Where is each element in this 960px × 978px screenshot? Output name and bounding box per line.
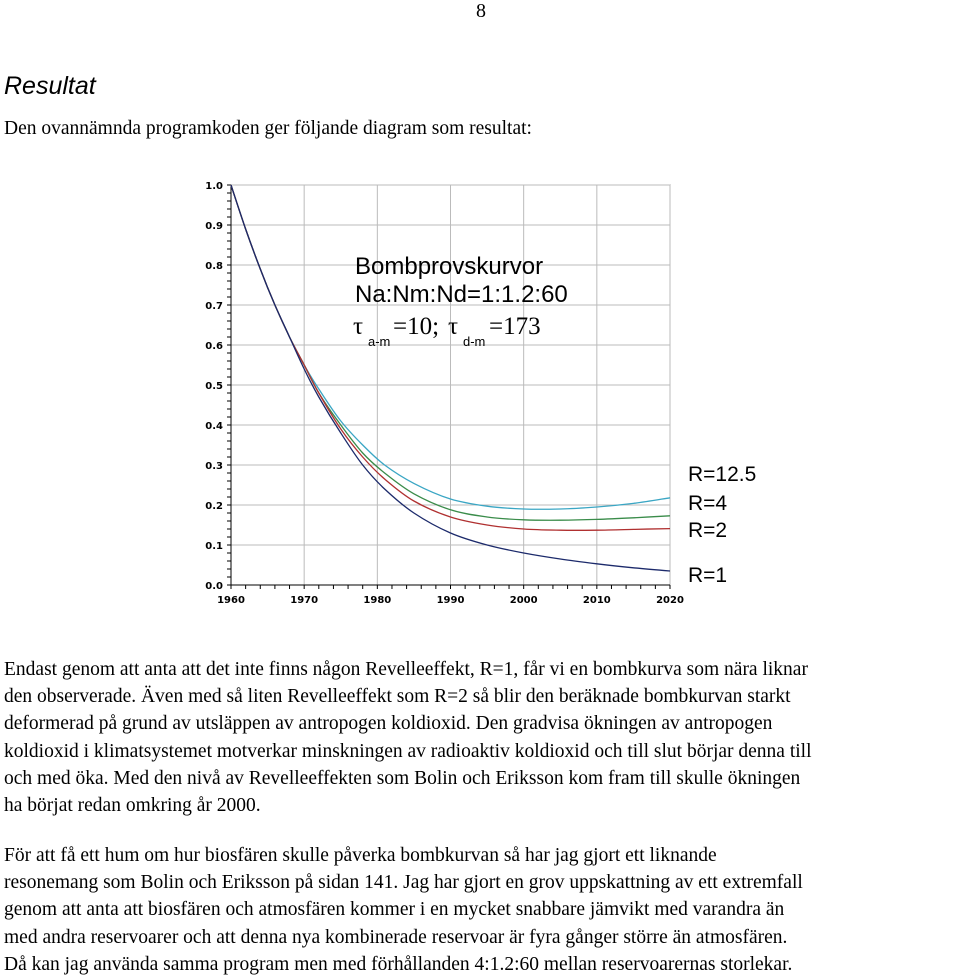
paragraph-1 (4, 656, 812, 819)
y-tick-label: 0.8 (205, 261, 223, 272)
y-tick-label: 0.6 (205, 341, 223, 352)
y-tick-label: 1.0 (205, 181, 223, 192)
text-line: ha börjat redan omkring år 2000. (4, 794, 261, 816)
x-tick-label: 2010 (582, 595, 611, 606)
y-tick-label: 0.9 (205, 221, 223, 232)
x-tick-label: 1970 (290, 595, 319, 606)
x-tick-label: 1990 (436, 595, 465, 606)
y-tick-label: 0.1 (205, 541, 223, 552)
text-line: och med öka. Med den nivå av Revelleeffekten som Bolin och Eriksson kom fram till skulle ökningen (4, 767, 801, 789)
tau-subscript-1: a-m (368, 334, 391, 349)
series-label: R=12.5 (688, 463, 757, 486)
text-line: med andra reservoarer och att denna nya kombinerade reservoar är fyra gånger större än atmosfären. (4, 926, 788, 948)
x-tick-label: 1960 (217, 595, 245, 606)
y-tick-label: 0.0 (205, 581, 223, 592)
section-title: Resultat (4, 72, 96, 100)
text-line: deformerad på grund av utsläppen av antropogen koldioxid. Den gradvisa ökningen av antropogen (4, 713, 773, 735)
tau-symbol-1: τ (353, 313, 364, 340)
chart-legend (353, 253, 568, 349)
paragraph-2 (4, 842, 803, 978)
tau-value-1: =10; (393, 313, 440, 340)
series-label: R=4 (688, 492, 728, 515)
text-line: den observerade. Även med så liten Revelleeffekt som R=2 så blir den beräknade bombkurvan starkt (4, 686, 791, 708)
x-tick-label: 1980 (363, 595, 392, 606)
series-labels (688, 463, 756, 587)
chart-grid (231, 185, 670, 585)
y-tick-label: 0.5 (205, 381, 223, 392)
chart-title: Bombprovskurvor (355, 253, 544, 280)
intro-text: Den ovannämnda programkoden ger följande diagram som resultat: (4, 118, 532, 139)
tau-parameters (353, 313, 541, 349)
y-tick-label: 0.4 (205, 421, 223, 432)
text-line: koldioxid i klimatsystemet motverkar minskningen av radioaktiv koldioxid och till slut börjar denna till (4, 740, 812, 762)
series-label: R=1 (688, 564, 728, 587)
chart-subtitle: Na:Nm:Nd=1:1.2:60 (355, 281, 568, 308)
text-line: resonemang som Bolin och Eriksson på sidan 141. Jag har gjort en grov uppskattning av ett extremfall (4, 872, 803, 894)
tau-value-2: =173 (489, 313, 541, 340)
x-tick-label: 2000 (509, 595, 538, 606)
y-tick-label: 0.7 (205, 301, 223, 312)
text-line: För att få ett hum om hur biosfären skulle påverka bombkurvan så har jag gjort ett liknande (4, 845, 717, 866)
tau-subscript-2: d-m (463, 334, 486, 349)
tau-symbol-2: τ (448, 313, 459, 340)
page-number: 8 (476, 0, 486, 22)
y-tick-label: 0.2 (205, 501, 223, 512)
text-line: Endast genom att anta att det inte finns någon Revelleeffekt, R=1, får vi en bombkurva som nära liknar (4, 659, 808, 680)
text-line: Då kan jag använda samma program men med förhållanden 4:1.2:60 mellan reservoarernas storlekar. (4, 953, 793, 975)
y-tick-label: 0.3 (205, 461, 223, 472)
x-tick-label: 2020 (656, 595, 684, 606)
series-label: R=2 (688, 519, 728, 542)
text-line: genom att anta att biosfären och atmosfären kommer i en mycket snabbare jämvikt med varandra än (4, 899, 785, 921)
chart-ticks (205, 181, 684, 606)
